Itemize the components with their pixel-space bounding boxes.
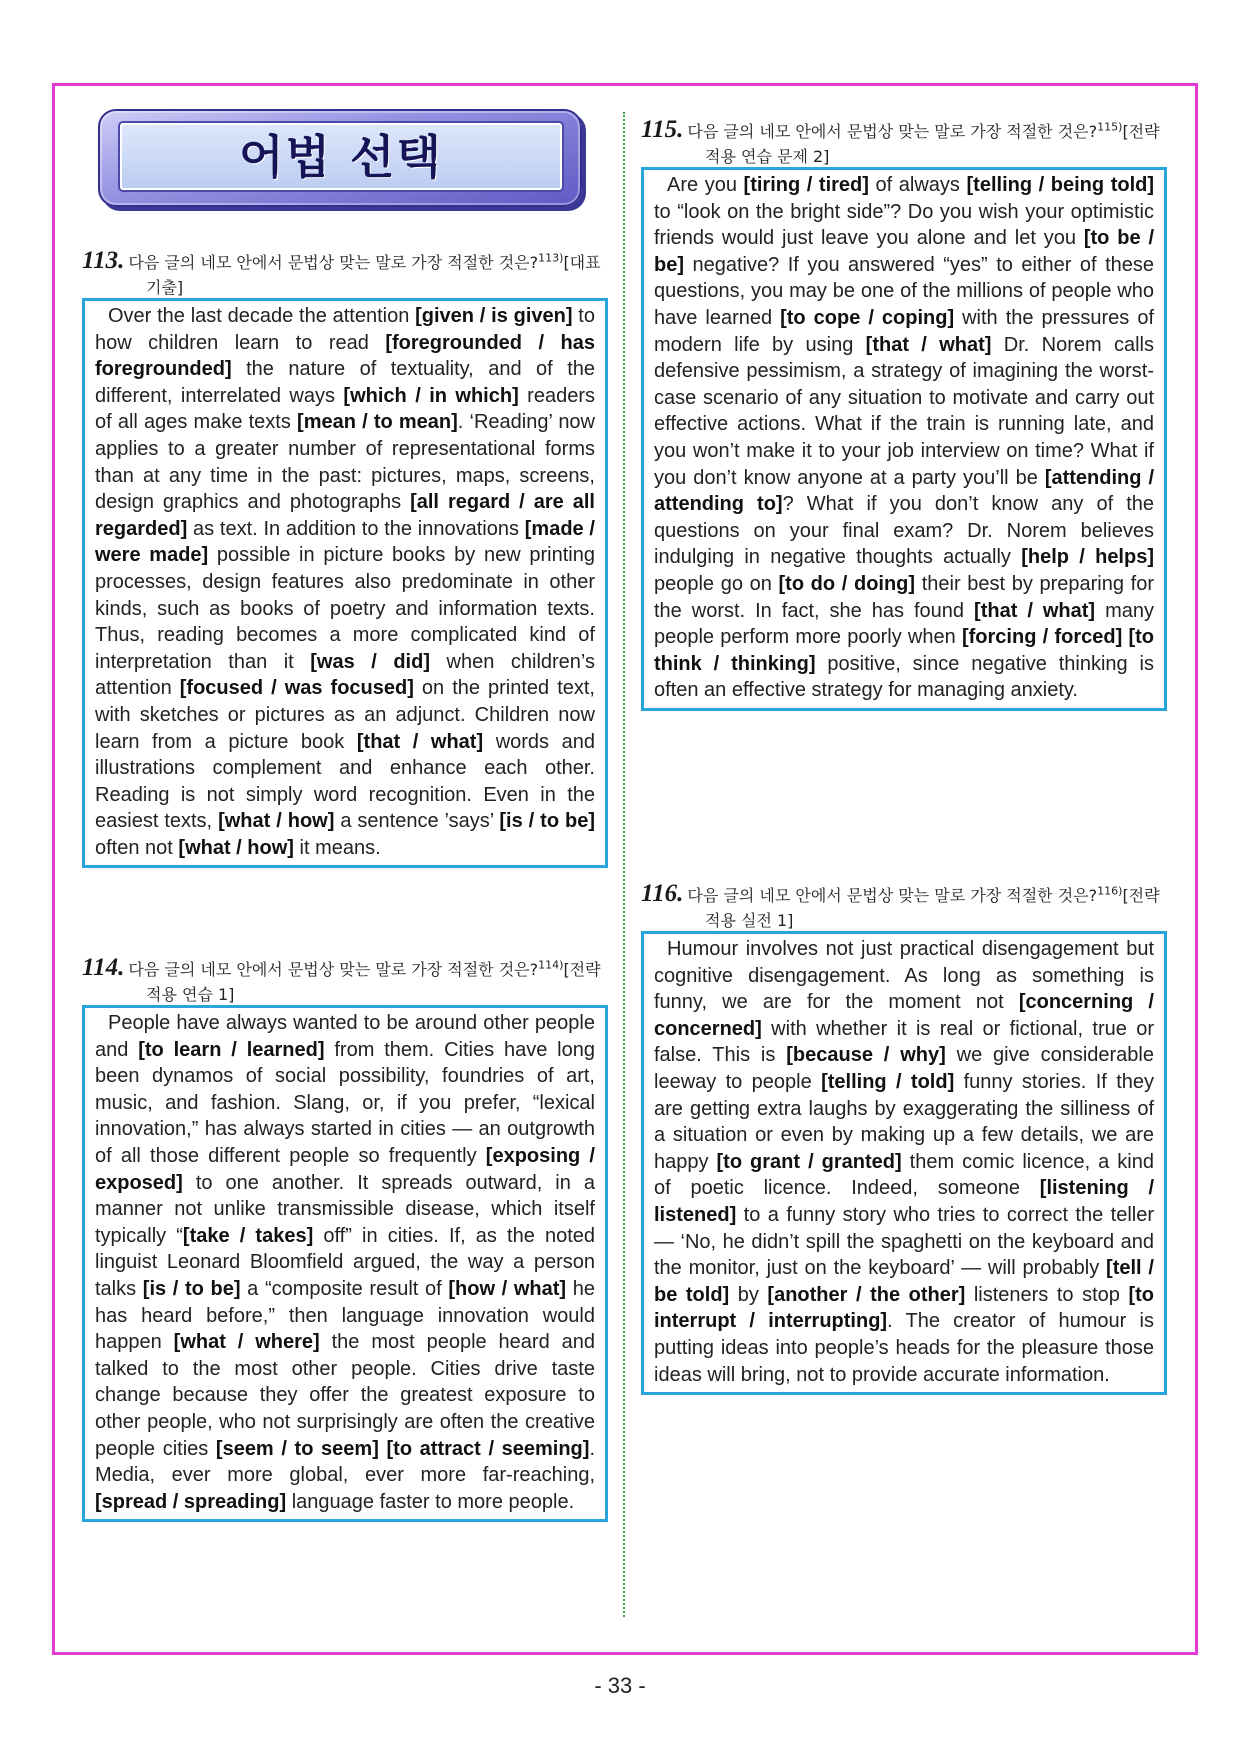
grammar-choice: [take / takes] <box>182 1224 314 1247</box>
passage-fragment: a sentence ’says’ <box>334 810 500 833</box>
footnote-marker: 113) <box>538 251 564 265</box>
passage-fragment: negative? If you answered “yes” to either of these questions, you may be one of the millions of people who have learned <box>654 253 1154 329</box>
passage-fragment: to how children learn to read <box>95 305 595 354</box>
passage-fragment: as text. In addition to the innovations <box>187 517 525 540</box>
passage-box <box>641 931 1167 1395</box>
grammar-choice: [to grant / granted] <box>716 1150 902 1173</box>
grammar-choice: [exposing / exposed] <box>95 1144 595 1194</box>
passage-fragment: Over the last decade the attention <box>108 305 416 327</box>
grammar-choice: [seem / to seem] [to attract / seeming] <box>215 1437 590 1460</box>
section-title-banner <box>98 109 582 207</box>
passage-fragment: on the printed text, with sketches or pictures as an adjunct. Children now learn from a picture book <box>95 677 595 753</box>
question-prompt: 다음 글의 네모 안에서 문법상 맞는 말로 가장 적절한 것은? <box>687 122 1098 141</box>
grammar-choice: [spread / spreading] <box>95 1490 287 1513</box>
question-source: [전략 적용 실전 1] <box>705 886 1160 930</box>
grammar-choice: [listening / listened] <box>654 1177 1155 1226</box>
passage-fragment: when children’s attention <box>95 650 595 700</box>
footnote-marker: 116) <box>1097 884 1123 898</box>
grammar-choice: [telling / told] <box>821 1070 955 1093</box>
passage-fragment: to one another. It spreads outward, in a manner not unlike transmissible disease, which itself typically “ <box>95 1171 595 1247</box>
passage-fragment: . The creator of humour is putting ideas into people’s heads for the pleasure those ideas will bring, not to provide accurate information. <box>654 1310 1154 1386</box>
passage-fragment: . ‘Reading’ now applies to a greater number of representational forms than at any time in the past: pictures, maps, screens, design graphics and photographs <box>95 411 596 514</box>
grammar-choice: [to interrupt / interrupting] <box>654 1283 1154 1333</box>
passage-text <box>95 1010 595 1515</box>
footnote-marker: 114) <box>538 958 564 972</box>
grammar-choice: [what / where] <box>173 1331 320 1354</box>
grammar-choice: [mean / to mean] <box>297 411 458 434</box>
grammar-choice: [that / what] <box>865 333 992 356</box>
question-heading <box>82 955 608 1005</box>
grammar-choice: [to do / doing] <box>778 572 916 595</box>
passage-fragment: it means. <box>293 836 381 859</box>
passage-fragment: often not <box>95 836 179 859</box>
passage-box <box>641 167 1167 711</box>
passage-fragment: many people perform more poorly when <box>654 599 1154 649</box>
grammar-choice: [was / did] <box>310 650 430 673</box>
grammar-choice: [made / were made] <box>95 517 595 567</box>
grammar-choice: [to learn / learned] <box>138 1038 325 1061</box>
passage-fragment: ? What if you don’t know any of the questions on your final exam? Dr. Norem believes indulging in negative thoughts actually <box>654 493 1154 569</box>
passage-fragment: funny stories. If they are getting extra laughs by exaggerating the silliness of a situation or even by making up a few details, we are happy <box>654 1070 1155 1173</box>
grammar-choice: [that / what] <box>356 730 484 753</box>
grammar-choice: [telling / being told] <box>966 174 1155 196</box>
grammar-choice: [attending / attending to] <box>654 466 1154 516</box>
grammar-choice: [how / what] <box>448 1277 567 1300</box>
grammar-choice: [what / how] <box>178 836 294 859</box>
grammar-choice: [help / helps] <box>1021 546 1154 569</box>
passage-fragment: he has heard before,” then language innovation would happen <box>95 1277 595 1354</box>
grammar-choice: [tiring / tired] <box>743 174 869 196</box>
passage-box <box>82 298 608 868</box>
passage-text <box>654 936 1154 1388</box>
passage-fragment: of always <box>868 174 967 196</box>
passage-fragment: . Media, ever more global, ever more far-reaching, <box>95 1437 595 1487</box>
page-number: - 33 - <box>594 1673 646 1698</box>
passage-fragment: listeners to stop <box>965 1283 1129 1306</box>
passage-fragment: People have always wanted to be around other people and <box>95 1012 595 1061</box>
passage-fragment: people go on <box>654 572 779 595</box>
grammar-choice: [given / is given] <box>415 305 573 327</box>
question-number: 114. <box>82 954 125 981</box>
grammar-choice: [tell / be told] <box>654 1257 1154 1306</box>
grammar-choice: [what / how] <box>218 810 335 833</box>
passage-fragment: readers of all ages make texts <box>95 384 595 434</box>
passage-fragment: the most people heard and talked to the most other people. Cities drive taste change because they offer the greatest exposure to other people, who not surprisingly are often the creative people cities <box>95 1331 595 1460</box>
footnote-marker: 115) <box>1097 120 1123 134</box>
passage-fragment: Dr. Norem calls defensive pessimism, a strategy of imagining the worst-case scenario of any situation to motivate and carry out effective actions. What if the train is running late, and you won’t make it to your job interview on time? What if you don’t know anyone at a party you’ll be <box>654 333 1154 489</box>
passage-fragment: words and illustrations complement and enhance each other. Reading is not simply word recognition. Even in the easiest texts, <box>95 730 595 833</box>
question-prompt: 다음 글의 네모 안에서 문법상 맞는 말로 가장 적절한 것은? <box>128 960 539 979</box>
passage-fragment: them comic licence, a kind of poetic licence. Indeed, someone <box>654 1150 1154 1200</box>
grammar-choice: [that / what] <box>974 599 1096 622</box>
section-title: 어법 선택 <box>239 129 443 184</box>
passage-fragment: to a funny story who tries to correct the teller ― ‘No, he didn’t spill the spaghetti on the keyboard and the monitor, just on the keyboard’ ― will probably <box>654 1203 1154 1280</box>
section-title-panel <box>120 123 562 190</box>
passage-fragment: the nature of textuality, and of the different, interrelated ways <box>95 358 595 407</box>
grammar-choice: [because / why] <box>786 1044 946 1067</box>
grammar-choice: [is / to be] <box>499 810 596 833</box>
question-number: 116. <box>641 880 684 907</box>
passage-fragment: their best by preparing for the worst. In fact, she has found <box>654 572 1154 622</box>
grammar-choice: [all regard / are all regarded] <box>95 491 595 540</box>
question-number: 113. <box>82 247 125 274</box>
passage-fragment: to “look on the bright side”? Do you wish your optimistic friends would just leave you alone and let you <box>654 200 1154 250</box>
question-source: [전략 적용 연습 문제 2] <box>705 122 1160 166</box>
passage-fragment: Humour involves not just practical disengagement but cognitive disengagement. As long as something is funny, we are for the moment not <box>654 938 1154 1014</box>
grammar-choice: [which / in which] <box>343 384 519 407</box>
passage-fragment: with the pressures of modern life by using <box>654 306 1154 356</box>
passage-fragment: possible in picture books by new printing processes, design features also predominate in other kinds, such as books of poetry and information texts. Thus, reading becomes a more complicated kind of interpretation than it <box>95 544 595 673</box>
passage-text <box>654 172 1154 704</box>
passage-fragment: we give considerable leeway to people <box>654 1044 1154 1093</box>
grammar-choice: [concerning / concerned] <box>654 991 1154 1040</box>
question-heading <box>641 881 1167 931</box>
question-heading <box>82 248 608 298</box>
question-number: 115. <box>641 116 684 143</box>
question-source: [대표기출] <box>146 253 601 297</box>
question-heading <box>641 117 1167 167</box>
passage-fragment: from them. Cities have long been dynamos of social possibility, foundries of art, music, and fashion. Slang, or, if you prefer, “lexical innovation,” has always started in cities ― an outgrowth of all those different people so frequently <box>95 1038 595 1167</box>
passage-fragment: by <box>729 1283 768 1306</box>
passage-fragment: language faster to more people. <box>286 1490 575 1513</box>
grammar-choice: [to be / be] <box>654 227 1155 276</box>
passage-box <box>82 1005 608 1522</box>
passage-fragment: a “composite result of <box>240 1277 449 1300</box>
grammar-choice: [is / to be] <box>142 1277 241 1300</box>
passage-fragment: with whether it is real or fictional, true or false. This is <box>654 1017 1154 1067</box>
grammar-choice: [focused / was focused] <box>179 677 414 700</box>
column-divider <box>623 112 625 1617</box>
passage-text <box>95 303 595 861</box>
grammar-choice: [to cope / coping] <box>780 306 955 329</box>
grammar-choice: [foregrounded / has foregrounded] <box>95 331 595 381</box>
grammar-choice: [another / the other] <box>767 1283 966 1306</box>
grammar-choice: [forcing / forced] [to think / thinking] <box>654 626 1154 675</box>
passage-fragment: positive, since negative thinking is often an effective strategy for managing anxiety. <box>654 652 1154 702</box>
passage-fragment: Are you <box>667 174 744 196</box>
question-prompt: 다음 글의 네모 안에서 문법상 맞는 말로 가장 적절한 것은? <box>128 253 539 272</box>
question-prompt: 다음 글의 네모 안에서 문법상 맞는 말로 가장 적절한 것은? <box>687 886 1098 905</box>
question-source: [전략 적용 연습 1] <box>146 960 601 1004</box>
passage-fragment: off” in cities. If, as the noted linguist Leonard Bloomfield argued, the way a person talks <box>95 1224 595 1300</box>
